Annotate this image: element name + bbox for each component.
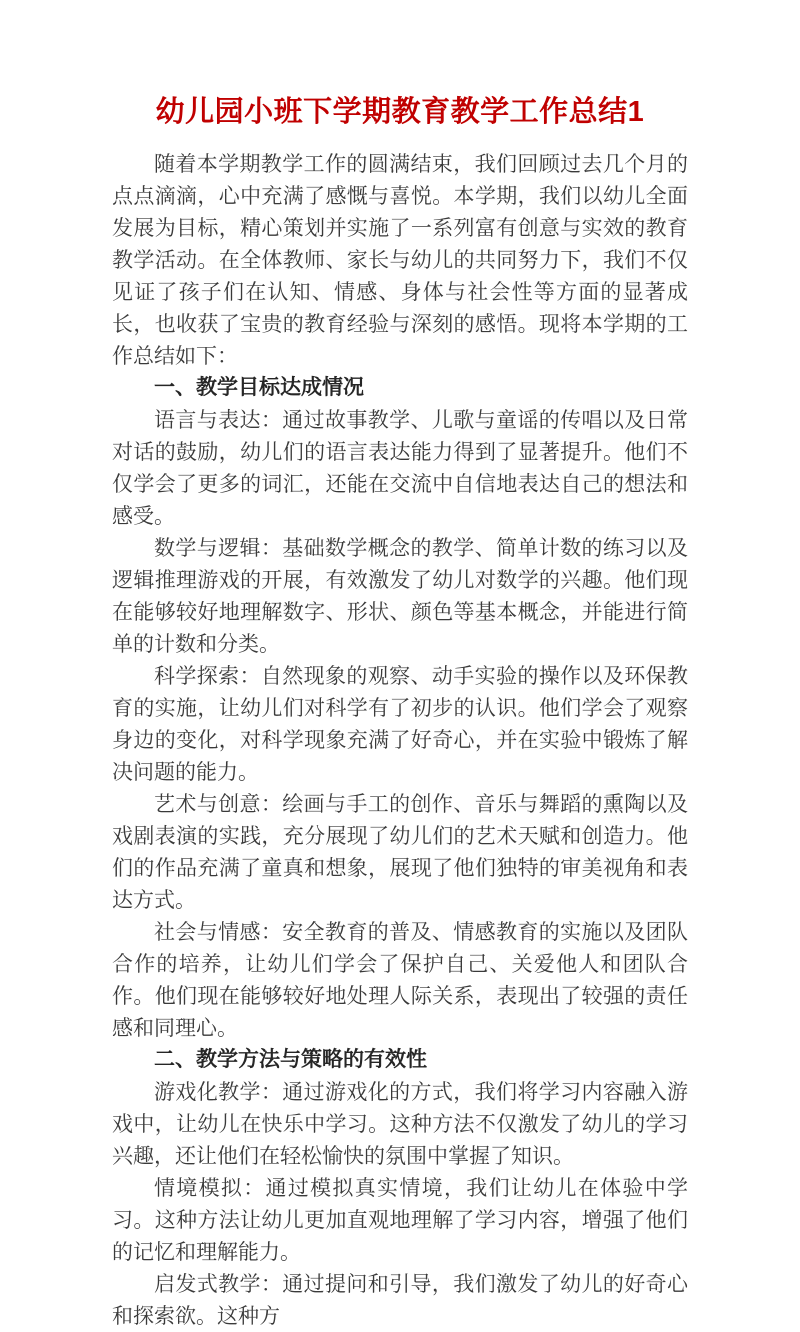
paragraph: 游戏化教学：通过游戏化的方式，我们将学习内容融入游戏中，让幼儿在快乐中学习。这种方法不仅激发了幼儿的学习兴趣，还让他们在轻松愉快的氛围中掌握了知识。 — [112, 1080, 688, 1168]
paragraph: 数学与逻辑：基础数学概念的教学、简单计数的练习以及逻辑推理游戏的开展，有效激发了幼儿对数学的兴趣。他们现在能够较好地理解数字、形状、颜色等基本概念，并能进行简单的计数和分类。 — [112, 536, 688, 656]
paragraph: 科学探索：自然现象的观察、动手实验的操作以及环保教育的实施，让幼儿们对科学有了初步的认识。他们学会了观察身边的变化，对科学现象充满了好奇心，并在实验中锻炼了解决问题的能力。 — [112, 664, 688, 784]
paragraph: 随着本学期教学工作的圆满结束，我们回顾过去几个月的点点滴滴，心中充满了感慨与喜悦。本学期，我们以幼儿全面发展为目标，精心策划并实施了一系列富有创意与实效的教育教学活动。在全体教师、家长与幼儿的共同努力下，我们不仅见证了孩子们在认知、情感、身体与社会性等方面的显著成长，也收获了宝贵的教育经验与深刻的感悟。现将本学期的工作总结如下： — [112, 152, 688, 368]
paragraph: 社会与情感：安全教育的普及、情感教育的实施以及团队合作的培养，让幼儿们学会了保护自己、关爱他人和团队合作。他们现在能够较好地处理人际关系，表现出了较强的责任感和同理心。 — [112, 920, 688, 1040]
paragraph: 语言与表达：通过故事教学、儿歌与童谣的传唱以及日常对话的鼓励，幼儿们的语言表达能力得到了显著提升。他们不仅学会了更多的词汇，还能在交流中自信地表达自己的想法和感受。 — [112, 408, 688, 528]
section-heading: 一、教学目标达成情况 — [154, 376, 364, 399]
paragraph: 艺术与创意：绘画与手工的创作、音乐与舞蹈的熏陶以及戏剧表演的实践，充分展现了幼儿们的艺术天赋和创造力。他们的作品充满了童真和想象，展现了他们独特的审美视角和表达方式。 — [112, 792, 688, 912]
paragraph: 情境模拟：通过模拟真实情境，我们让幼儿在体验中学习。这种方法让幼儿更加直观地理解了学习内容，增强了他们的记忆和理解能力。 — [112, 1176, 688, 1264]
section-heading: 二、教学方法与策略的有效性 — [154, 1048, 427, 1071]
paragraph: 启发式教学：通过提问和引导，我们激发了幼儿的好奇心和探索欲。这种方 — [112, 1272, 688, 1328]
document-body — [112, 148, 688, 1332]
document-title: 幼儿园小班下学期教育教学工作总结1 — [155, 96, 645, 128]
